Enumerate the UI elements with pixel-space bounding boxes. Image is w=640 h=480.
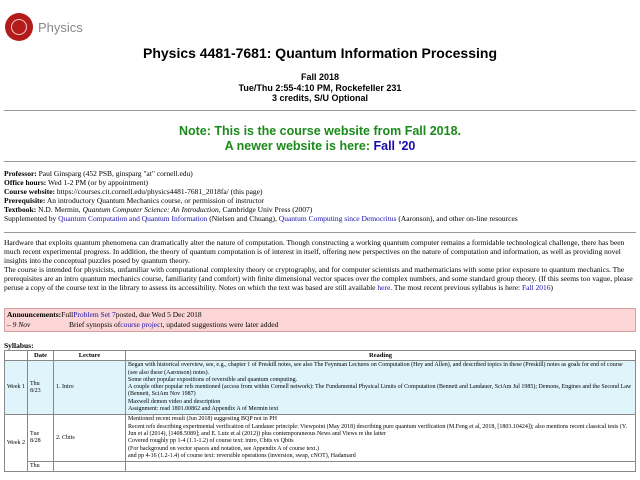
textbook-line: [4, 205, 636, 214]
aaronson-link[interactable]: Quantum Computing since Democritus: [278, 214, 397, 224]
supplement-line: [4, 214, 636, 223]
course-credits: 3 credits, S/U Optional: [271, 93, 369, 103]
reading-line[interactable]: Some other popular expositions of reversible and quantum computing.: [128, 376, 298, 383]
announcement-date: – 9 Nov: [7, 320, 31, 329]
course-description: [4, 238, 636, 293]
reading-line[interactable]: A couple other popular refs mentioned (access from within Cornell network): The Fundamental Physical Limits of Computation (Bennett and Landauer, SciAm Jul 1985); Demons, Engines and the Second Law (Bennett, SciAm Nov 1987): [128, 384, 632, 398]
divider: [4, 110, 636, 111]
textbook-label: Textbook:: [4, 205, 37, 215]
textbook-publisher: , Cambridge Univ Press (2007): [218, 205, 313, 215]
reading-cell: [126, 415, 636, 462]
fall-2016-link[interactable]: Fall 2016: [522, 283, 551, 293]
archive-note: [0, 124, 640, 154]
date-cell: [28, 361, 54, 415]
website-line: [4, 187, 636, 196]
description-p1: Hardware that exploits quantum phenomena can dramatically alter the nature of computation. Though constructing a working quantum computer remains a formidable technological challenge, there has been much recent experimental progress. In addition, the theory of quantum computation is of interest in itself, offering new perspectives on the nature of computation and information, as well as providing novel insights into the conceptual puzzles posed by quantum theory.: [4, 238, 625, 266]
lecture-cell: 2. Cbits: [54, 415, 126, 462]
announcement-item: [7, 310, 633, 320]
reading-line[interactable]: Mentioned recent result (Jun 2018) suggesting BQP not in PH: [128, 416, 277, 423]
course-term: Fall 2018: [300, 72, 340, 82]
description-p2-mid: . The most recent previous syllabus is here:: [390, 283, 522, 293]
prereq-line: [4, 196, 636, 205]
reading-line[interactable]: Began with historical overview, see, e.g., chapter 1 of Preskill notes, see also The Feynman Lectures on Computation (Hey and Allen), and described topics in these (Preskill) notes as goals for end of course (see also these (Aaronson) notes).: [128, 362, 623, 376]
reading-line[interactable]: Recent refs describing experimental verification of Landauer principle: Viewpoint (May 2018) describing pure quantum verification (M.Feng et al, 2018, [1803.10424]); also mentions recent classical tests (Y. Jun et al (2014), [1408.5089]; and E. Lutz et al (2012)) plus contemporaneous News and Views re the latter: [128, 423, 627, 437]
announcement2-pre: Brief synopsis of: [69, 320, 121, 329]
table-row: [5, 415, 636, 462]
prereq-value: An introductory Quantum Mechanics course, or permission of instructor: [45, 196, 265, 206]
announcement1-post: posted, due Wed 5 Dec 2018: [115, 310, 202, 319]
lecture-cell: 1. Intro: [54, 361, 126, 415]
description-p2-text: The course is intended for physicists, unfamiliar with computational complexity theory or cryptography, and for computer scientists and mathematicians with some prior exposure to quantum mechanics. The prerequisites are an intro quantum mechanics course, familiarity (and comfort) with finite dimensional vector spaces over the complex numbers, and some standard group theory. (If this seems too vague, please peruse a copy of the course text in the library to assess its accessibility. Notes on which the text was based are still available: [4, 265, 633, 293]
date-cell: Thu: [28, 462, 54, 472]
syllabus-label: Syllabus:: [4, 341, 34, 350]
reading-line[interactable]: Maxwell demon video and description: [128, 398, 221, 405]
nielsen-chuang-link[interactable]: Quantum Computation and Quantum Information: [58, 214, 208, 224]
day-text: Thu: [30, 380, 40, 387]
announcements-label: Announcements:: [7, 310, 62, 319]
website-value: https://courses.cit.cornell.edu/physics4481-7681_2018fa/ (this page): [55, 187, 263, 197]
syllabus-header-row: [5, 351, 636, 361]
reading-line[interactable]: Assignment: read 1801.00862 and Appendix A of Mermin text: [128, 406, 279, 413]
course-details: [0, 72, 640, 104]
course-project-link[interactable]: course project: [120, 320, 163, 329]
site-header: [5, 12, 83, 42]
description-p2-end: ): [550, 283, 554, 293]
archive-note-line1: Note: This is the course website from Fall 2018.: [178, 124, 462, 138]
textbook-title: Quantum Computer Science: An Introduction: [82, 205, 219, 215]
page-title: Physics 4481-7681: Quantum Information Processing: [142, 45, 497, 61]
week-cell: Week 1: [5, 361, 28, 415]
announcement1-pre: Full: [61, 310, 74, 319]
website-label: Course website:: [4, 187, 56, 197]
date-cell: [28, 415, 54, 462]
reading-line: and pp 4-16 (1.2-1.4) of course text: reversible operations (inversion, swap, cNOT), Hadamard: [128, 452, 356, 459]
prereq-label: Prerequisite:: [4, 196, 46, 206]
reading-line: Covered roughly pp 1-4 (1.1-1.2) of course text: intro, Cbits vs Qbits: [128, 438, 294, 445]
week-cell: Week 2: [5, 415, 28, 472]
department-label[interactable]: Physics: [38, 19, 83, 35]
course-info: [4, 169, 636, 224]
reading-line: (For background on vector spaces and notation, see Appendix A of course text.): [128, 445, 319, 452]
supplement-mid2: (Aaronson), and other on-line resources: [396, 214, 518, 224]
course-schedule: Tue/Thu 2:55-4:10 PM, Rockefeller 231: [238, 82, 402, 93]
supplement-prefix: Supplemented by: [4, 214, 59, 224]
office-hours-line: [4, 178, 636, 187]
week-header: [5, 351, 28, 361]
lecture-cell: [54, 462, 126, 472]
announcement-item: [7, 320, 633, 330]
divider: [4, 232, 636, 233]
problem-set-7-link[interactable]: Problem Set 7: [73, 310, 116, 319]
syllabus-table: [4, 350, 636, 472]
table-row: [5, 361, 636, 415]
office-hours-label: Office hours:: [4, 178, 47, 188]
supplement-mid1: (Nielsen and Chuang),: [207, 214, 279, 224]
notes-here-link[interactable]: here: [377, 283, 391, 293]
professor-label: Professor:: [4, 169, 37, 178]
office-hours-value: Wed 1-2 PM (or by appointment): [46, 178, 149, 188]
newer-website-link[interactable]: Fall '20: [373, 139, 416, 153]
archive-note-prefix: A newer website is here:: [224, 139, 374, 153]
reading-cell: [126, 462, 636, 472]
day-text: Tue: [30, 430, 40, 437]
reading-cell: [126, 361, 636, 415]
textbook-author: N.D. Mermin,: [36, 205, 83, 215]
cornell-seal-icon[interactable]: [5, 13, 33, 41]
table-row: [5, 462, 636, 472]
professor-value: Paul Ginsparg (452 PSB, ginsparg "at" cornell.edu): [36, 169, 193, 178]
archive-note-line2: [0, 139, 640, 154]
reading-header: Reading: [126, 351, 636, 361]
professor-line: [4, 169, 636, 178]
date-header: Date: [28, 351, 54, 361]
divider: [4, 161, 636, 162]
announcements-box: [4, 308, 636, 332]
description-p2: [4, 265, 636, 292]
date-text: 8/23: [30, 387, 41, 394]
lecture-header: Lecture: [54, 351, 126, 361]
date-text: 8/28: [30, 438, 41, 445]
announcement2-post: , updated suggestions were later added: [162, 320, 279, 329]
